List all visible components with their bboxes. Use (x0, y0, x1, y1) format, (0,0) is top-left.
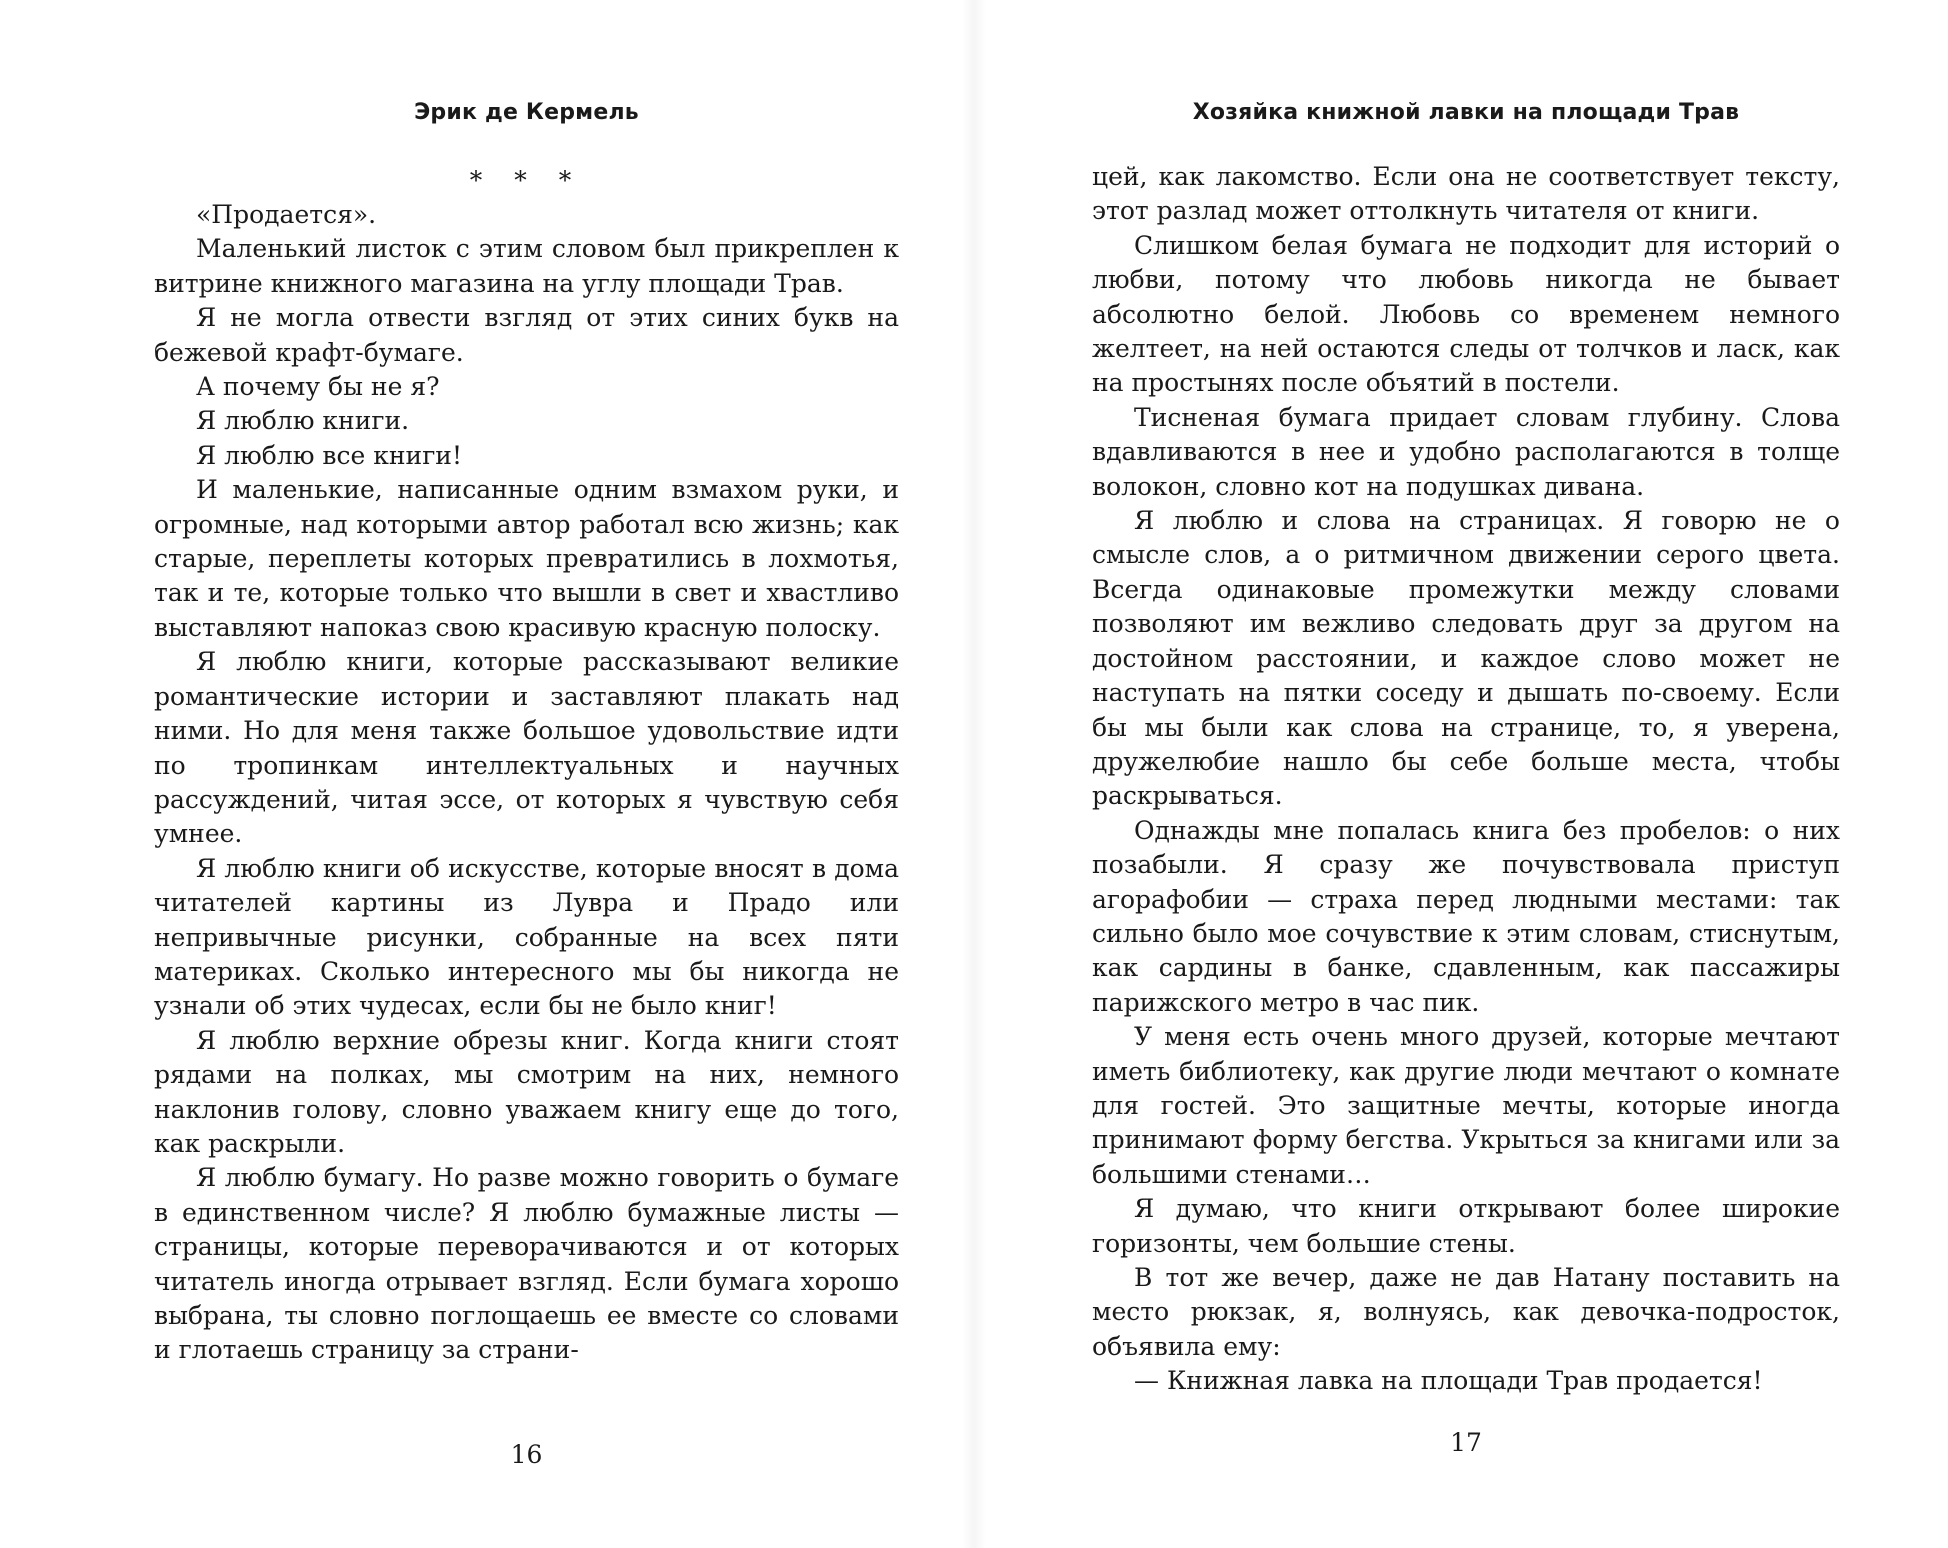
paragraph: Я люблю книги об искусстве, которые вносят в дома читателей картины из Лувра и Прадо или непривычные рисунки, собранные на всех пяти материках. Сколько интересного мы бы никогда не узнали об этих чудесах, если бы не было книг! (154, 853, 899, 1021)
paragraph: Маленький листок с этим словом был прикреплен к витрине книжного магазина на углу площади Трав. (154, 234, 899, 298)
paragraph: Я люблю книги, которые рассказывают великие романтические истории и заставляют плакать над ними. Но для меня также большое удовольствие идти по тропинкам интеллектуальных и научных рассуждений, читая эссе, от которых я чувствую себя умнее. (154, 647, 899, 849)
paragraph: Я люблю и слова на страницах. Я говорю не о смысле слов, а о ритмичном движении серого цвета. Всегда одинаковые промежутки между словами позволяют им вежливо следовать друг за другом на достойном расстоянии, и каждое слово может не наступать на пятки соседу и дышать по-своему. Если бы мы были как слова на странице, то, я уверена, дружелюбие нашло бы себе больше места, чтобы раскрываться. (1092, 506, 1840, 811)
paragraph: Я люблю бумагу. Но разве можно говорить о бумаге в единственном числе? Я люблю бумажные листы — страницы, которые переворачиваются и от которых читатель иногда отрывает взгляд. Если бумага хорошо выбрана, ты словно поглощаешь ее вместе со словами и глотаешь страницу за страни- (154, 1163, 899, 1365)
paragraph: «Продается». (196, 200, 377, 229)
page-number: 16 (510, 1440, 543, 1469)
right-page (1092, 0, 1840, 1548)
paragraph: У меня есть очень много друзей, которые мечтают иметь библиотеку, как другие люди мечтают о комнате для гостей. Это защитные мечты, которые иногда принимают форму бегства. Укрыться за книгами или за большими стенами… (1092, 1022, 1840, 1189)
running-head-title: Хозяйка книжной лавки на площади Трав (1192, 100, 1740, 125)
paragraph: Я люблю книги. (196, 406, 410, 436)
running-head-author: Эрик де Кермель (414, 100, 639, 125)
paragraph: Я не могла отвести взгляд от этих синих букв на бежевой крафт-бумаге. (154, 303, 899, 367)
paragraph-continuation: цей, как лакомство. Если она не соответствует тексту, этот разлад может оттолкнуть читателя от книги. (1092, 162, 1840, 226)
section-separator: * * * (469, 166, 584, 195)
paragraph: И маленькие, написанные одним взмахом руки, и огромные, над которыми автор работал всю жизнь; как старые, переплеты которых превратились в лохмотья, так и те, которые только что вышли в свет и хвастливо выставляют напоказ свою красивую красную полоску. (154, 475, 899, 642)
paragraph: В тот же вечер, даже не дав Натану поставить на место рюкзак, я, волнуясь, как девочка-подросток, объявила ему: (1092, 1263, 1840, 1361)
paragraph: Я люблю все книги! (196, 440, 463, 470)
paragraph: А почему бы не я? (196, 372, 440, 402)
left-page (154, 0, 899, 1548)
paragraph: Однажды мне попалась книга без пробелов: о них позабыли. Я сразу же почувствовала приступ агорафобии — страха перед людными местами: так сильно было мое сочувствие к этим словам, стиснутым, как сардины в банке, сдавленным, как пассажиры парижского метро в час пик. (1092, 815, 1840, 1017)
left-page-text (154, 160, 899, 1368)
book-gutter (962, 0, 986, 1548)
paragraph: Я думаю, что книги открывают более широкие горизонты, чем большие стены. (1092, 1194, 1840, 1258)
right-page-text (1092, 160, 1840, 1399)
paragraph: Тисненая бумага придает словам глубину. Слова вдавливаются в нее и удобно располагаются в толще волокон, словно кот на подушках дивана. (1092, 402, 1840, 501)
paragraph: Я люблю верхние обрезы книг. Когда книги стоят рядами на полках, мы смотрим на них, немного наклонив голову, словно уважаем книгу еще до того, как раскрыли. (154, 1025, 899, 1158)
page-number: 17 (1450, 1428, 1482, 1457)
paragraph: Слишком белая бумага не подходит для историй о любви, потому что любовь никогда не бывает абсолютно белой. Любовь со временем немного желтеет, на ней остаются следы от толчков и ласк, как на простынях после объятий в постели. (1092, 230, 1840, 398)
paragraph: — Книжная лавка на площади Трав продается! (1134, 1366, 1763, 1396)
